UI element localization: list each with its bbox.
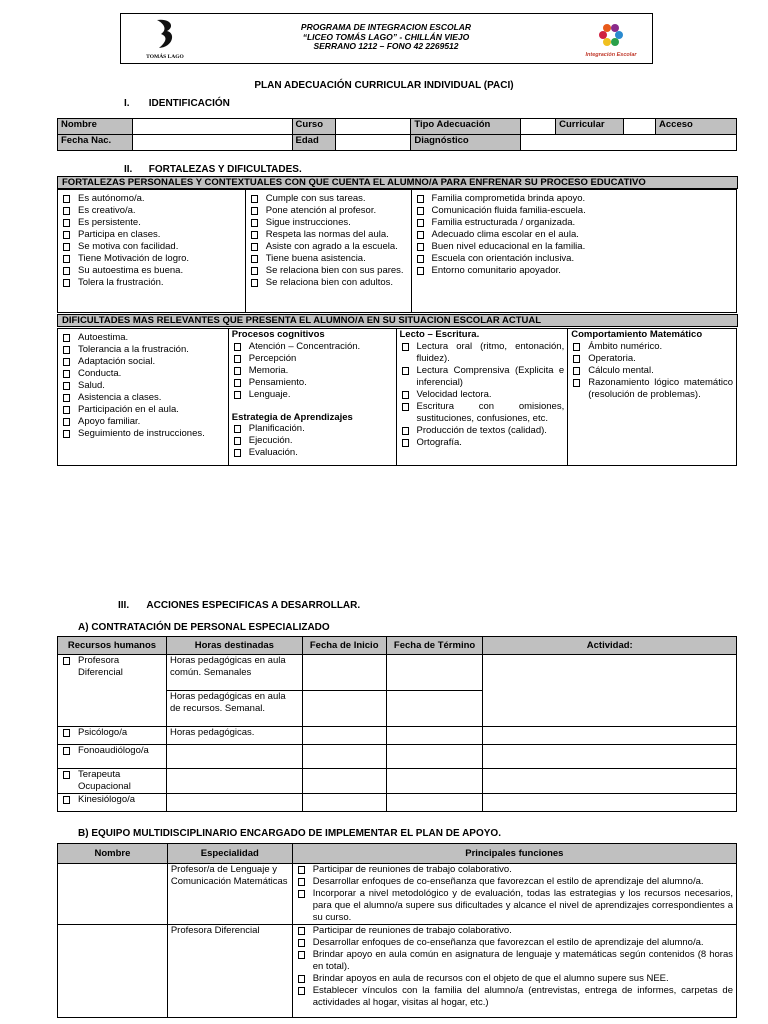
pie-logo-text: Integración Escolar	[585, 52, 637, 58]
strength-item[interactable]: Tolera la frustración.	[61, 277, 242, 289]
difficulties-header: DIFICULTADES MAS RELEVANTES QUE PRESENTA EL ALUMNO/A EN SU SITUACION ESCOLAR ACTUAL	[57, 314, 738, 327]
difficulty-item[interactable]: Salud.	[61, 380, 225, 392]
difficulty-item[interactable]: Seguimiento de instrucciones.	[61, 428, 225, 440]
strength-item[interactable]: Familia estructurada / organizada.	[415, 217, 733, 229]
section-1-title: IDENTIFICACIÓN	[148, 98, 230, 109]
field-fecha-inicio[interactable]	[302, 655, 386, 691]
strengths-personal-cell	[58, 190, 246, 313]
resource-fonoaudiologo[interactable]: Fonoaudiólogo/a	[61, 745, 163, 757]
difficulty-item[interactable]: Ejecución.	[232, 435, 393, 447]
resource-psicologo[interactable]: Psicólogo/a	[61, 727, 163, 739]
label-curricular: Curricular	[556, 119, 624, 135]
difficulty-item[interactable]: Ámbito numérico.	[571, 341, 733, 353]
functions-cell	[292, 925, 736, 1018]
difficulties-math-cell	[568, 329, 737, 466]
function-item[interactable]: Incorporar a nivel metodológico y de evaluación, todas las estrategias y los recursos necesarios, para que el alumno/a supere sus dificultades y alcance el nivel de aprendizajes correspondientes a su curso.	[296, 888, 733, 924]
difficulties-personal-cell	[58, 329, 229, 466]
col-header-especialidad: Especialidad	[167, 844, 292, 864]
hours-aula-recursos: Horas pedagógicas en aula de recursos. Semanal.	[166, 691, 302, 727]
resource-profesora[interactable]: Profesora Diferencial	[61, 655, 163, 679]
strength-item[interactable]: Buen nivel educacional en la familia.	[415, 241, 733, 253]
strength-item[interactable]: Familia comprometida brinda apoyo.	[415, 193, 733, 205]
difficulty-item[interactable]: Adaptación social.	[61, 356, 225, 368]
strengths-context-cell	[411, 190, 736, 313]
difficulties-cognitive-cell	[228, 329, 396, 466]
functions-cell	[292, 864, 736, 925]
field-fecha-termino[interactable]	[386, 691, 483, 727]
field-nombre-miembro[interactable]	[58, 925, 168, 1018]
col-header-horas: Horas destinadas	[166, 637, 302, 655]
label-acceso: Acceso	[656, 119, 737, 135]
strength-item[interactable]: Sigue instrucciones.	[249, 217, 408, 229]
specialized-staff-table	[57, 636, 737, 812]
field-fecha-termino[interactable]	[386, 727, 483, 745]
math-behavior-list	[571, 341, 733, 401]
section-3-title: ACCIONES ESPECIFICAS A DESARROLLAR.	[146, 600, 361, 611]
function-item[interactable]: Brindar apoyos en aula de recursos con el objeto de que el alumno supere sus NEE.	[296, 973, 733, 985]
field-fecha-termino[interactable]	[386, 655, 483, 691]
strength-item[interactable]: Tiene buena asistencia.	[249, 253, 408, 265]
program-name: PROGRAMA DE INTEGRACION ESCOLAR	[300, 22, 472, 32]
field-fecha-inicio[interactable]	[302, 745, 386, 769]
resource-kinesiologo[interactable]: Kinesiólogo/a	[61, 794, 163, 806]
col-header-nombre: Nombre	[58, 844, 168, 864]
difficulty-item[interactable]: Asistencia a clases.	[61, 392, 225, 404]
functions-list	[296, 864, 733, 924]
function-item[interactable]: Brindar apoyo en aula común en asignatura de lenguaje y matemáticas según contenidos (8 horas en total).	[296, 949, 733, 973]
field-actividad[interactable]	[483, 727, 737, 745]
subsection-a-title: A) CONTRATACIÓN DE PERSONAL ESPECIALIZADO	[78, 622, 330, 633]
literacy-list	[400, 341, 565, 449]
strength-item[interactable]: Se relaciona bien con sus pares.	[249, 265, 408, 277]
strength-item[interactable]: Se relaciona bien con adultos.	[249, 277, 408, 289]
section-1-number: I.	[124, 98, 130, 109]
difficulty-item[interactable]: Lectura oral (ritmo, entonación, fluidez).	[400, 341, 565, 365]
label-fecha-nac: Fecha Nac.	[58, 135, 133, 151]
field-edad[interactable]	[335, 135, 411, 151]
section-2-heading	[124, 164, 302, 175]
field-tipo-adecuacion[interactable]	[521, 119, 556, 135]
difficulty-item[interactable]: Apoyo familiar.	[61, 416, 225, 428]
function-item[interactable]: Desarrollar enfoques de co-enseñanza que favorezcan el estilo de aprendizaje del alumno/a.	[296, 937, 733, 949]
school-logo	[143, 17, 187, 59]
difficulty-item[interactable]: Autoestima.	[61, 332, 225, 344]
field-nombre-miembro[interactable]	[58, 864, 168, 925]
functions-list	[296, 925, 733, 1009]
learning-strategies-list	[232, 423, 393, 459]
difficulties-table	[57, 328, 737, 466]
col-header-funciones: Principales funciones	[292, 844, 736, 864]
strength-item[interactable]: Pone atención al profesor.	[249, 205, 408, 217]
cognitive-processes-title: Procesos cognitivos	[231, 329, 325, 340]
field-fecha-termino[interactable]	[386, 745, 483, 769]
specialty-diferencial: Profesora Diferencial	[167, 925, 292, 1018]
strength-item[interactable]: Adecuado clima escolar en el aula.	[415, 229, 733, 241]
strength-item[interactable]: Es creativo/a.	[61, 205, 242, 217]
label-nombre: Nombre	[58, 119, 133, 135]
section-3-number: III.	[118, 600, 130, 611]
field-fecha-inicio[interactable]	[302, 727, 386, 745]
field-horas[interactable]	[166, 745, 302, 769]
function-item[interactable]: Desarrollar enfoques de co-enseñanza que favorezcan el estilo de aprendizaje del alumno/a.	[296, 876, 733, 888]
crest-icon	[143, 17, 187, 51]
col-header-fecha-inicio: Fecha de Inicio	[302, 637, 386, 655]
section-2-title: FORTALEZAS Y DIFICULTADES.	[148, 164, 302, 175]
strengths-context-list	[415, 193, 733, 277]
field-nombre[interactable]	[132, 119, 292, 135]
difficulties-personal-list	[61, 332, 225, 440]
field-horas[interactable]	[166, 794, 302, 812]
team-table	[57, 843, 737, 1018]
table-row	[58, 745, 167, 769]
col-header-recursos: Recursos humanos	[58, 637, 167, 655]
field-curso[interactable]	[335, 119, 411, 135]
field-diagnostico[interactable]	[521, 135, 737, 151]
function-item[interactable]: Establecer vínculos con la familia del alumno/a (entrevistas, entrega de informes, carpetas de actividades al hogar, visitas al hogar, etc.)	[296, 985, 733, 1009]
identification-table	[57, 118, 737, 151]
field-actividad[interactable]	[483, 745, 737, 769]
label-curso: Curso	[292, 119, 335, 135]
difficulty-item[interactable]: Percepción	[232, 353, 393, 365]
pie-logo	[585, 19, 637, 59]
difficulty-item[interactable]: Evaluación.	[232, 447, 393, 459]
strengths-school-cell	[245, 190, 411, 313]
difficulty-item[interactable]: Lenguaje.	[232, 389, 393, 401]
difficulty-item[interactable]: Razonamiento lógico matemático (resolución de problemas).	[571, 377, 733, 401]
difficulty-item[interactable]: Operatoria.	[571, 353, 733, 365]
label-edad: Edad	[292, 135, 335, 151]
field-fecha-inicio[interactable]	[302, 769, 386, 794]
strength-item[interactable]: Es persistente.	[61, 217, 242, 229]
table-row	[58, 655, 167, 727]
label-diagnostico: Diagnóstico	[411, 135, 521, 151]
difficulty-item[interactable]: Tolerancia a la frustración.	[61, 344, 225, 356]
label-tipo-adecuacion: Tipo Adecuación	[411, 119, 521, 135]
difficulty-item[interactable]: Cálculo mental.	[571, 365, 733, 377]
strength-item[interactable]: Tiene Motivación de logro.	[61, 253, 242, 265]
table-row	[58, 794, 167, 812]
difficulty-item[interactable]: Memoria.	[232, 365, 393, 377]
specialty-lenguaje: Profesor/a de Lenguaje y Comunicación Matemáticas	[167, 864, 292, 925]
difficulty-item[interactable]: Conducta.	[61, 368, 225, 380]
function-item[interactable]: Participar de reuniones de trabajo colaborativo.	[296, 925, 733, 937]
subsection-b-title: B) EQUIPO MULTIDISCIPLINARIO ENCARGADO DE IMPLEMENTAR EL PLAN DE APOYO.	[78, 828, 501, 839]
field-curricular[interactable]	[624, 119, 656, 135]
field-actividad[interactable]	[483, 794, 737, 812]
function-item[interactable]: Participar de reuniones de trabajo colaborativo.	[296, 864, 733, 876]
resource-terapeuta[interactable]: Terapeuta Ocupacional	[61, 769, 163, 793]
field-actividad[interactable]	[483, 769, 737, 794]
strength-item[interactable]: Cumple con sus tareas.	[249, 193, 408, 205]
learning-strategies-title: Estrategia de Aprendizajes	[231, 411, 353, 423]
table-row	[58, 727, 167, 745]
strengths-personal-list	[61, 193, 242, 289]
literacy-title: Lecto – Escritura.	[399, 329, 480, 340]
strength-item[interactable]: Su autoestima es buena.	[61, 265, 242, 277]
col-header-fecha-termino: Fecha de Término	[386, 637, 483, 655]
difficulty-item[interactable]: Producción de textos (calidad).	[400, 425, 565, 437]
hours-psicologo: Horas pedagógicas.	[166, 727, 302, 745]
field-horas[interactable]	[166, 769, 302, 794]
strengths-table	[57, 189, 737, 313]
difficulty-item[interactable]: Planificación.	[232, 423, 393, 435]
hours-aula-comun: Horas pedagógicas en aula común. Semanales	[166, 655, 302, 691]
strength-item[interactable]: Participa en clases.	[61, 229, 242, 241]
flower-logo-icon	[585, 19, 637, 49]
school-name: “LICEO TOMÁS LAGO” - CHILLÁN VIEJO	[302, 31, 470, 42]
difficulty-item[interactable]: Participación en el aula.	[61, 404, 225, 416]
strength-item[interactable]: Se motiva con facilidad.	[61, 241, 242, 253]
field-actividad[interactable]	[483, 655, 737, 727]
field-fecha-termino[interactable]	[386, 769, 483, 794]
field-fecha-inicio[interactable]	[302, 691, 386, 727]
strength-item[interactable]: Respeta las normas del aula.	[249, 229, 408, 241]
col-header-actividad: Actividad:	[483, 637, 737, 655]
school-logo-text: TOMÁS LAGO	[146, 54, 184, 60]
field-fecha-nac[interactable]	[132, 135, 292, 151]
document-title: PLAN ADECUACIÓN CURRICULAR INDIVIDUAL (PACI)	[254, 80, 514, 91]
school-address: SERRANO 1212 – FONO 42 2269512	[313, 41, 459, 51]
strength-item[interactable]: Comunicación fluida familia-escuela.	[415, 205, 733, 217]
section-2-number: II.	[124, 164, 133, 175]
strengths-school-list	[249, 193, 408, 289]
cognitive-processes-list	[232, 341, 393, 401]
strength-item[interactable]: Es autónomo/a.	[61, 193, 242, 205]
field-fecha-inicio[interactable]	[302, 794, 386, 812]
difficulty-item[interactable]: Lectura Comprensiva (Explicita e inferencial)	[400, 365, 565, 389]
section-3-heading	[118, 600, 360, 611]
strength-item[interactable]: Asiste con agrado a la escuela.	[249, 241, 408, 253]
difficulty-item[interactable]: Ortografía.	[400, 437, 565, 449]
difficulty-item[interactable]: Atención – Concentración.	[232, 341, 393, 353]
strength-item[interactable]: Entorno comunitario apoyador.	[415, 265, 733, 277]
difficulty-item[interactable]: Pensamiento.	[232, 377, 393, 389]
table-row	[58, 769, 167, 794]
letterhead	[120, 13, 653, 64]
difficulty-item[interactable]: Escritura con omisiones, sustituciones, confusiones, etc.	[400, 401, 565, 425]
strength-item[interactable]: Escuela con orientación inclusiva.	[415, 253, 733, 265]
field-fecha-termino[interactable]	[386, 794, 483, 812]
strengths-header: FORTALEZAS PERSONALES Y CONTEXTUALES CON QUE CUENTA EL ALUMNO/A PARA ENFRENAR SU PROCESO EDUCATIVO	[57, 176, 738, 189]
difficulty-item[interactable]: Velocidad lectora.	[400, 389, 565, 401]
section-1-heading	[124, 98, 230, 109]
difficulties-literacy-cell	[396, 329, 568, 466]
math-behavior-title: Comportamiento Matemático	[571, 329, 703, 340]
